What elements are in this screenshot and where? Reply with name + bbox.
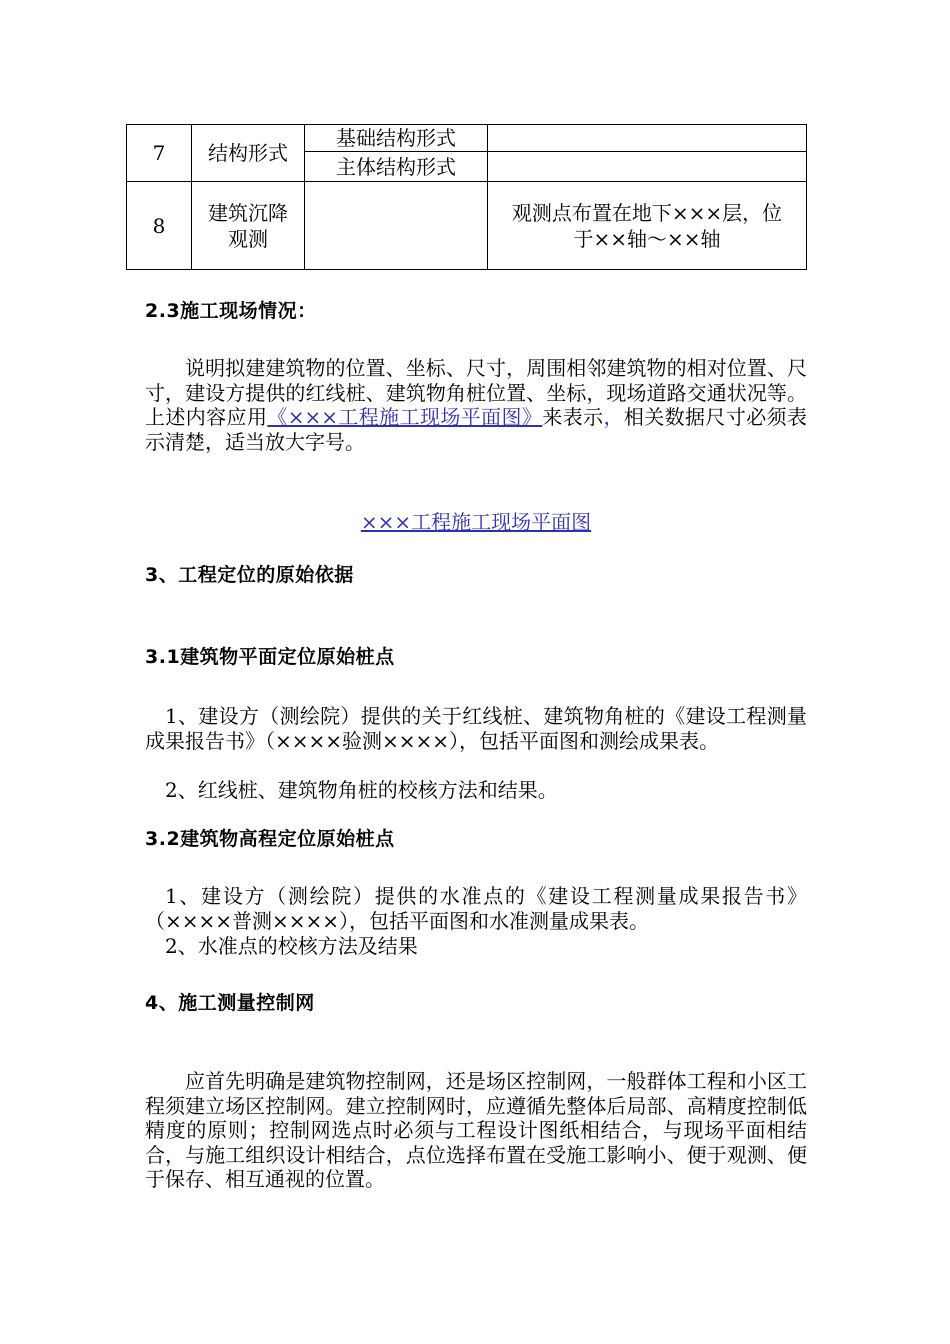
value-cell [488,125,807,152]
section-heading: 4、施工测量控制网 [145,992,315,1014]
table-row [127,125,807,152]
list-item: 1、建设方（测绘院）提供的水准点的《建设工程测量成果报告书》（××××普测××××），包括平面图和水准测量成果表。 [145,884,807,933]
control-network-paragraph: 应首先明确是建筑物控制网，还是场区控制网，一般群体工程和小区工程须建立场区控制网。建立控制网时，应遵循先整体后局部、高精度控制低精度的原则；控制网选点时必须与工程设计图纸相结合，与现场平面相结合，与施工组织设计相结合，点位选择布置在受施工影响小、便于观测、便于保存、相互通视的位置。 [145,1069,807,1191]
subcategory-cell: 主体结构形式 [305,152,488,182]
section-heading: 3.2建筑物高程定位原始桩点 [145,828,395,850]
subcategory-cell: 基础结构形式 [305,125,488,152]
paragraph-text: 说明拟建建筑物的位置、坐标、尺寸，周围相邻建筑物的相对位置、尺寸，建设方提供的红线桩、建筑物角桩位置、坐标，现场道路交通状况等。上述内容应用 [145,356,807,429]
paragraph-text: 来表示 [542,405,604,429]
site-plan-link[interactable]: 《×××工程施工现场平面图》 [267,405,543,429]
section-heading: 3、工程定位的原始依据 [145,564,354,586]
paragraph-comma: ， [603,405,624,429]
site-description-paragraph [145,356,807,454]
category-cell: 建筑沉降观测 [192,182,305,270]
row-number-cell: 7 [127,125,192,182]
list-item: 2、水准点的校核方法及结果 [165,934,418,958]
category-cell: 结构形式 [192,125,305,182]
project-info-table [126,124,807,270]
value-cell: 观测点布置在地下×××层，位于××轴～××轴 [488,182,807,270]
section-heading: 2.3施工现场情况： [145,300,317,322]
row-number-cell: 8 [127,182,192,270]
subcategory-cell [305,182,488,270]
paragraph-text: 相关数据尺寸必须表示清楚，适当放大字号。 [145,405,807,454]
section-heading: 3.1建筑物平面定位原始桩点 [145,646,395,668]
site-plan-figure-link[interactable]: ×××工程施工现场平面图 [360,510,592,534]
list-item: 1、建设方（测绘院）提供的关于红线桩、建筑物角桩的《建设工程测量成果报告书》（××××验测××××），包括平面图和测绘成果表。 [145,704,807,753]
value-cell [488,152,807,182]
table-row [127,182,807,270]
list-item: 2、红线桩、建筑物角桩的校核方法和结果。 [165,778,558,802]
